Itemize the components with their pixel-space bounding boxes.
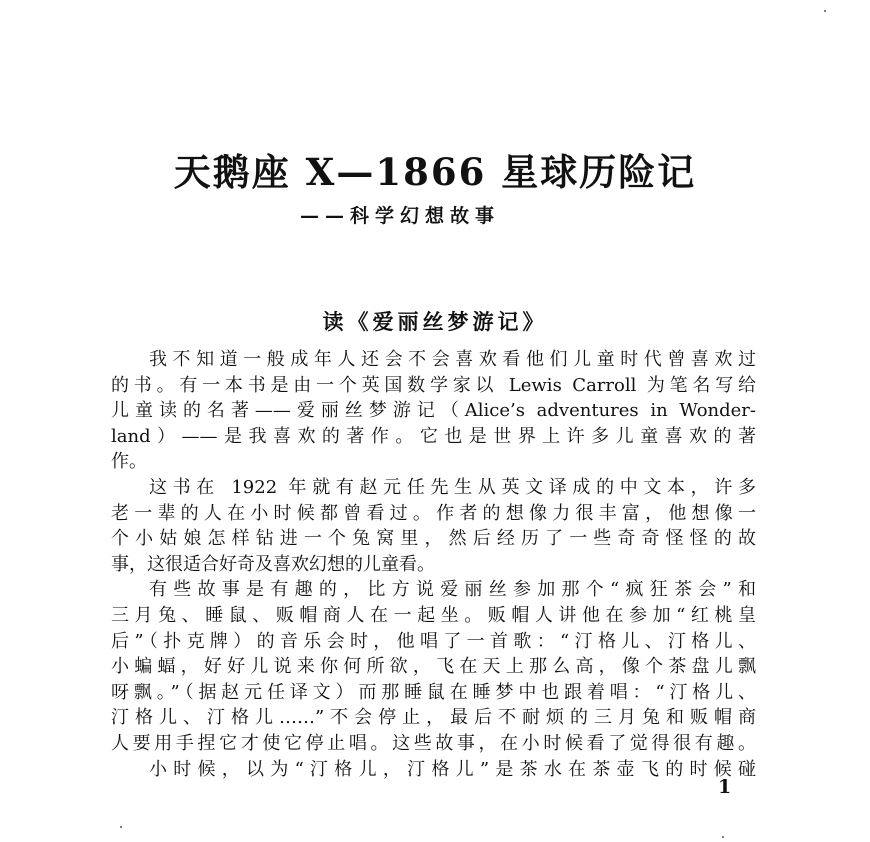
text-line: 小时候，以为“汀格儿，汀格儿”是茶水在茶壶飞的时候碰 [149,758,756,780]
text-line: 汀格儿、汀格儿……”不会停止，最后不耐烦的三月兔和贩帽商 [111,707,756,729]
text-line: land）——是我喜欢的著作。它也是世界上许多儿童喜欢的著 [111,425,756,447]
scan-speck [722,836,724,838]
text-line: 老一辈的人在小时候都曾看过。作者的想像力很丰富，他想像一 [111,502,756,524]
text-line: 有些故事是有趣的，比方说爱丽丝参加那个“疯狂茶会”和 [149,579,756,601]
text-line: 儿童读的名著——爱丽丝梦游记（Alice’s adventures in Wonder- [111,400,756,422]
scan-speck [120,826,122,828]
text-line: 的书。有一本书是由一个英国数学家以 Lewis Carroll 为笔名写给 [111,374,756,396]
page-number: 1 [718,776,732,798]
section-heading: 读《爱丽丝梦游记》 [322,309,548,334]
text-line: 事，这很适合好奇及喜欢幻想的儿童看。 [111,553,435,575]
text-line: 个小姑娘怎样钻进一个兔窝里，然后经历了一些奇奇怪怪的故 [111,528,756,550]
body-text [111,347,756,782]
text-line: 小蝙蝠，好好儿说来你何所欲，飞在天上那么高，像个茶盘儿飘 [111,656,756,678]
subtitle: ——科学幻想故事 [300,205,501,227]
text-line: 呀飘。”（据赵元任译文）而那睡鼠在睡梦中也跟着唱：“汀格儿、 [111,681,756,703]
text-line: 三月兔、睡鼠、贩帽商人在一起坐。贩帽人讲他在参加“红桃皇 [111,604,756,626]
text-line: 作。 [111,451,147,473]
text-line: 人要用手捏它才使它停止唱。这些故事，在小时候看了觉得很有趣。 [111,732,756,754]
page-title: 天鹅座 X—1866 星球历险记 [173,150,697,194]
text-line: 我不知道一般成年人还会不会喜欢看他们儿童时代曾喜欢过 [149,349,756,370]
text-line: 后”（扑克牌）的音乐会时，他唱了一首歌：“汀格儿、汀格儿、 [111,630,756,652]
text-line: 这书在 1922 年就有赵元任先生从英文译成的中文本，许多 [149,476,756,498]
scan-speck [824,10,826,12]
